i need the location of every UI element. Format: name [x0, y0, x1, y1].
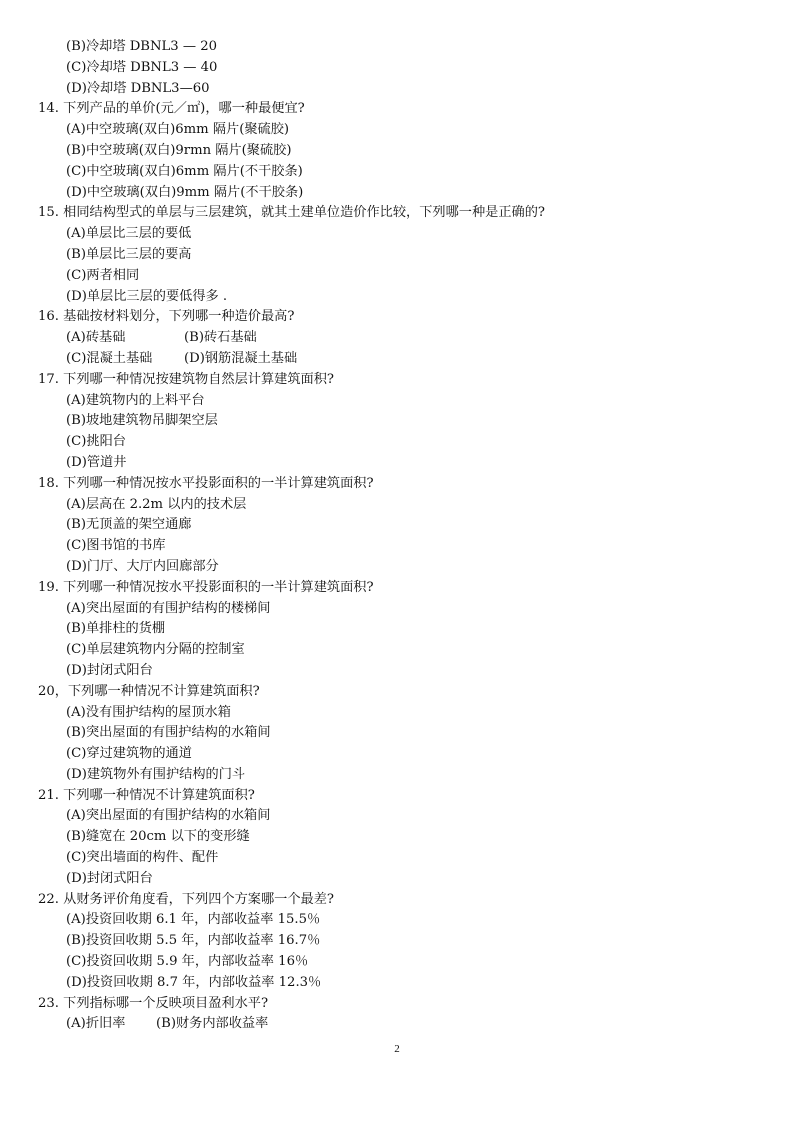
option-18b: (B)无顶盖的架空通廊	[66, 517, 192, 533]
option-16d: (D)钢筋混凝土基础	[184, 350, 298, 366]
option-15a: (A)单层比三层的要低	[66, 226, 192, 242]
option-22c: (C)投资回收期 5.9 年，内部收益率 16％	[66, 954, 309, 970]
option-20b: (B)突出屋面的有围护结构的水箱间	[66, 725, 271, 741]
option-13b: (B)冷却塔 DBNL3 — 20	[66, 39, 218, 54]
option-19c: (C)单层建筑物内分隔的控制室	[66, 642, 245, 658]
option-21d: (D)封闭式阳台	[66, 870, 153, 886]
question-20: 20，下列哪一种情况不计算建筑面积?	[38, 683, 260, 699]
question-14: 14. 下列产品的单价(元／㎡)，哪一种最便宜?	[38, 101, 305, 117]
question-23: 23. 下列指标哪一个反映项目盈利水平?	[38, 995, 269, 1011]
option-20c: (C)穿过建筑物的通道	[66, 746, 192, 762]
option-13c: (C)冷却塔 DBNL3 — 40	[66, 59, 218, 75]
option-row-16cd	[38, 349, 758, 370]
option-15c: (C)两者相同	[66, 267, 140, 283]
option-18d: (D)门厅、大厅内回廊部分	[66, 558, 219, 574]
option-17c: (C)挑阳台	[66, 434, 126, 450]
option-20a: (A)没有围护结构的屋顶水箱	[66, 704, 231, 720]
option-22a: (A)投资回收期 6.1 年，内部收益率 15.5％	[66, 912, 321, 928]
option-20d: (D)建筑物外有围护结构的门斗	[66, 766, 246, 782]
option-18c: (C)图书馆的书库	[66, 538, 166, 554]
option-21c: (C)突出墙面的构件、配件	[66, 850, 219, 866]
option-row-16ab	[38, 328, 758, 349]
option-13d: (D)冷却塔 DBNL3—60	[66, 80, 210, 96]
option-14a: (A)中空玻璃(双白)6mm 隔片(聚硫胶)	[66, 122, 290, 138]
option-14c: (C)中空玻璃(双白)6mm 隔片(不干胶条)	[66, 163, 303, 179]
option-19a: (A)突出屋面的有围护结构的楼梯间	[66, 600, 271, 616]
option-21a: (A)突出屋面的有围护结构的水箱间	[66, 808, 271, 824]
option-17b: (B)坡地建筑物吊脚架空层	[66, 413, 218, 429]
question-15: 15. 相同结构型式的单层与三层建筑，就其土建单位造价作比较，下列哪一种是正确的?	[38, 205, 545, 221]
page-number: 2	[394, 1043, 400, 1055]
option-21b: (B)缝宽在 20cm 以下的变形缝	[66, 829, 250, 845]
option-14d: (D)中空玻璃(双白)9mm 隔片(不干胶条)	[66, 184, 304, 200]
option-19d: (D)封闭式阳台	[66, 662, 153, 678]
option-23b: (B)财务内部收益率	[156, 1016, 269, 1032]
option-16c: (C)混凝土基础	[66, 350, 153, 366]
option-15b: (B)单层比三层的要高	[66, 246, 192, 262]
question-19: 19. 下列哪一种情况按水平投影面积的一半计算建筑面积?	[38, 579, 374, 595]
option-19b: (B)单排柱的货棚	[66, 621, 166, 637]
option-16a: (A)砖基础	[66, 330, 126, 346]
option-18a: (A)层高在 2.2m 以内的技术层	[66, 496, 247, 512]
option-23a: (A)折旧率	[66, 1016, 126, 1032]
option-17d: (D)管道井	[66, 454, 127, 470]
question-22: 22. 从财务评价角度看，下列四个方案哪一个最差?	[38, 891, 334, 907]
question-21: 21. 下列哪一种情况不计算建筑面积?	[38, 787, 255, 803]
option-22d: (D)投资回收期 8.7 年，内部收益率 12.3％	[66, 974, 322, 990]
question-17: 17. 下列哪一种情况按建筑物自然层计算建筑面积?	[38, 371, 334, 387]
option-22b: (B)投资回收期 5.5 年，内部收益率 16.7％	[66, 933, 321, 949]
question-16: 16. 基础按材料划分，下列哪一种造价最高?	[38, 309, 295, 325]
question-18: 18. 下列哪一种情况按水平投影面积的一半计算建筑面积?	[38, 475, 374, 491]
option-17a: (A)建筑物内的上料平台	[66, 392, 205, 408]
option-14b: (B)中空玻璃(双白)9rmn 隔片(聚硫胶)	[66, 142, 292, 158]
question-list	[38, 37, 758, 1035]
option-row-23ab	[38, 1014, 758, 1035]
option-16b: (B)砖石基础	[184, 330, 257, 346]
option-15d: (D)单层比三层的要低得多 .	[66, 288, 228, 304]
